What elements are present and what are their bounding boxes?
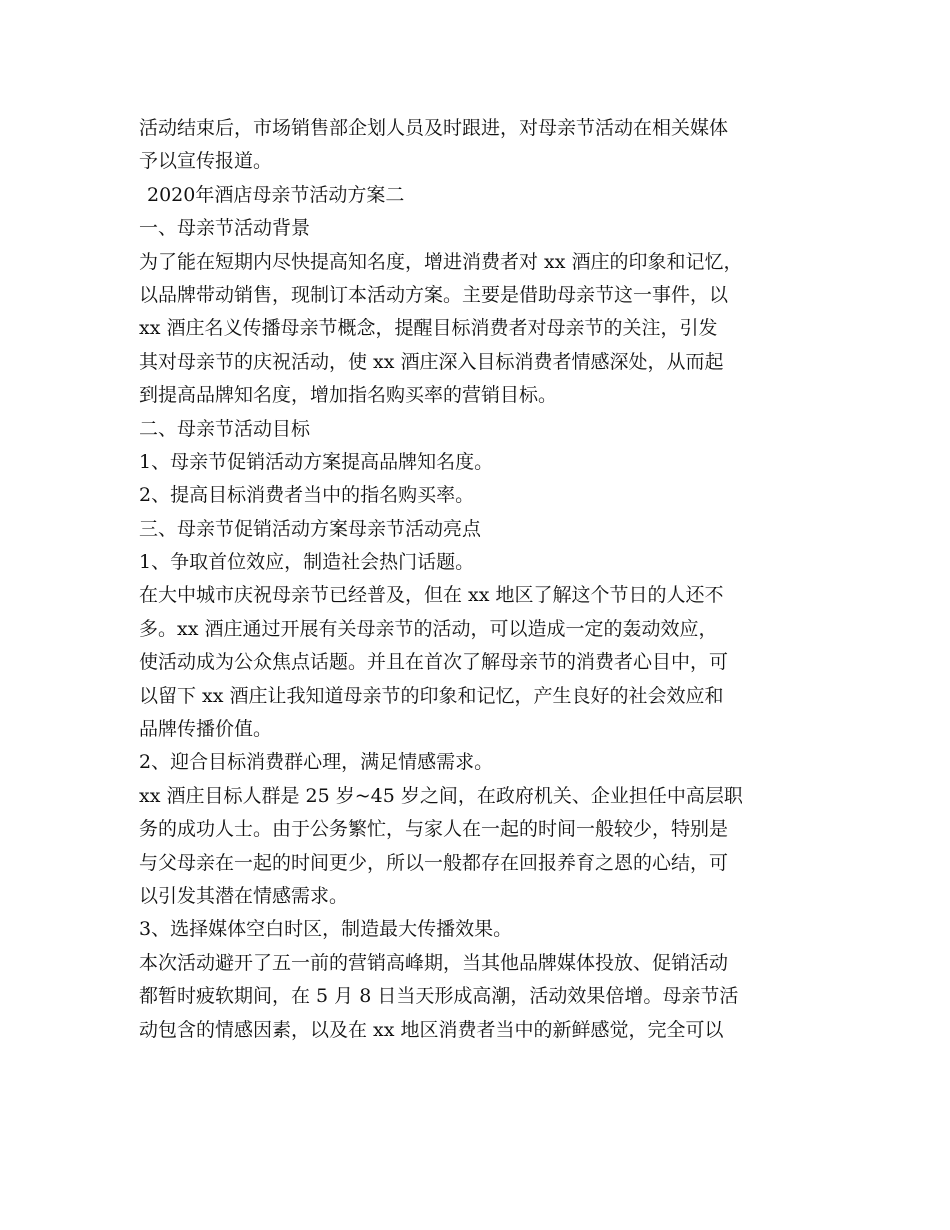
list-item: 1、争取首位效应，制造社会热门话题。 — [139, 551, 475, 574]
text-line: 为了能在短期内尽快提高知名度，增进消费者对 xx 酒庄的印象和记忆， — [139, 250, 743, 273]
text-line: 予以宣传报道。 — [139, 150, 273, 173]
document-page — [139, 112, 829, 1047]
text-line: 多。xx 酒庄通过开展有关母亲节的活动，可以造成一定的轰动效应， — [139, 617, 718, 640]
text-line: 务的成功人士。由于公务繁忙，与家人在一起的时间一般较少，特别是 — [139, 818, 729, 841]
text-line: xx 酒庄目标人群是 25 岁~45 岁之间，在政府机关、企业担任中高层职 — [139, 784, 743, 807]
text-line: xx 酒庄名义传播母亲节概念，提醒目标消费者对母亲节的关注，引发 — [139, 317, 718, 340]
text-line: 品牌传播价值。 — [139, 718, 273, 741]
section-heading: 一、母亲节活动背景 — [139, 217, 311, 240]
text-line: 使活动成为公众焦点话题。并且在首次了解母亲节的消费者心目中，可 — [139, 651, 729, 674]
text-line: 以留下 xx 酒庄让我知道母亲节的印象和记忆，产生良好的社会效应和 — [139, 684, 724, 707]
text-line: 到提高品牌知名度，增加指名购买率的营销目标。 — [139, 384, 558, 407]
text-line: 动包含的情感因素，以及在 xx 地区消费者当中的新鲜感觉，完全可以 — [139, 1018, 724, 1041]
list-item: 1、母亲节促销活动方案提高品牌知名度。 — [139, 450, 494, 473]
text-line: 活动结束后，市场销售部企划人员及时跟进，对母亲节活动在相关媒体 — [139, 117, 729, 139]
text-line: 其对母亲节的庆祝活动，使 xx 酒庄深入目标消费者情感深处，从而起 — [139, 350, 724, 373]
list-item: 2、迎合目标消费群心理，满足情感需求。 — [139, 751, 494, 774]
document-title: 2020年酒店母亲节活动方案二 — [147, 183, 405, 206]
list-item: 2、提高目标消费者当中的指名购买率。 — [139, 484, 475, 507]
text-line: 以品牌带动销售，现制订本活动方案。主要是借助母亲节这一事件，以 — [139, 283, 729, 306]
text-line: 在大中城市庆祝母亲节已经普及，但在 xx 地区了解这个节日的人还不 — [139, 584, 724, 607]
section-heading: 二、母亲节活动目标 — [139, 417, 311, 440]
text-line: 以引发其潜在情感需求。 — [139, 884, 349, 907]
text-line: 本次活动避开了五一前的营销高峰期，当其他品牌媒体投放、促销活动 — [139, 951, 729, 974]
text-line: 与父母亲在一起的时间更少，所以一般都存在回报养育之恩的心结，可 — [139, 851, 729, 874]
text-line: 都暂时疲软期间，在 5 月 8 日当天形成高潮，活动效果倍增。母亲节活 — [139, 985, 739, 1008]
list-item: 3、选择媒体空白时区，制造最大传播效果。 — [139, 918, 513, 941]
section-heading: 三、母亲节促销活动方案母亲节活动亮点 — [139, 517, 482, 540]
